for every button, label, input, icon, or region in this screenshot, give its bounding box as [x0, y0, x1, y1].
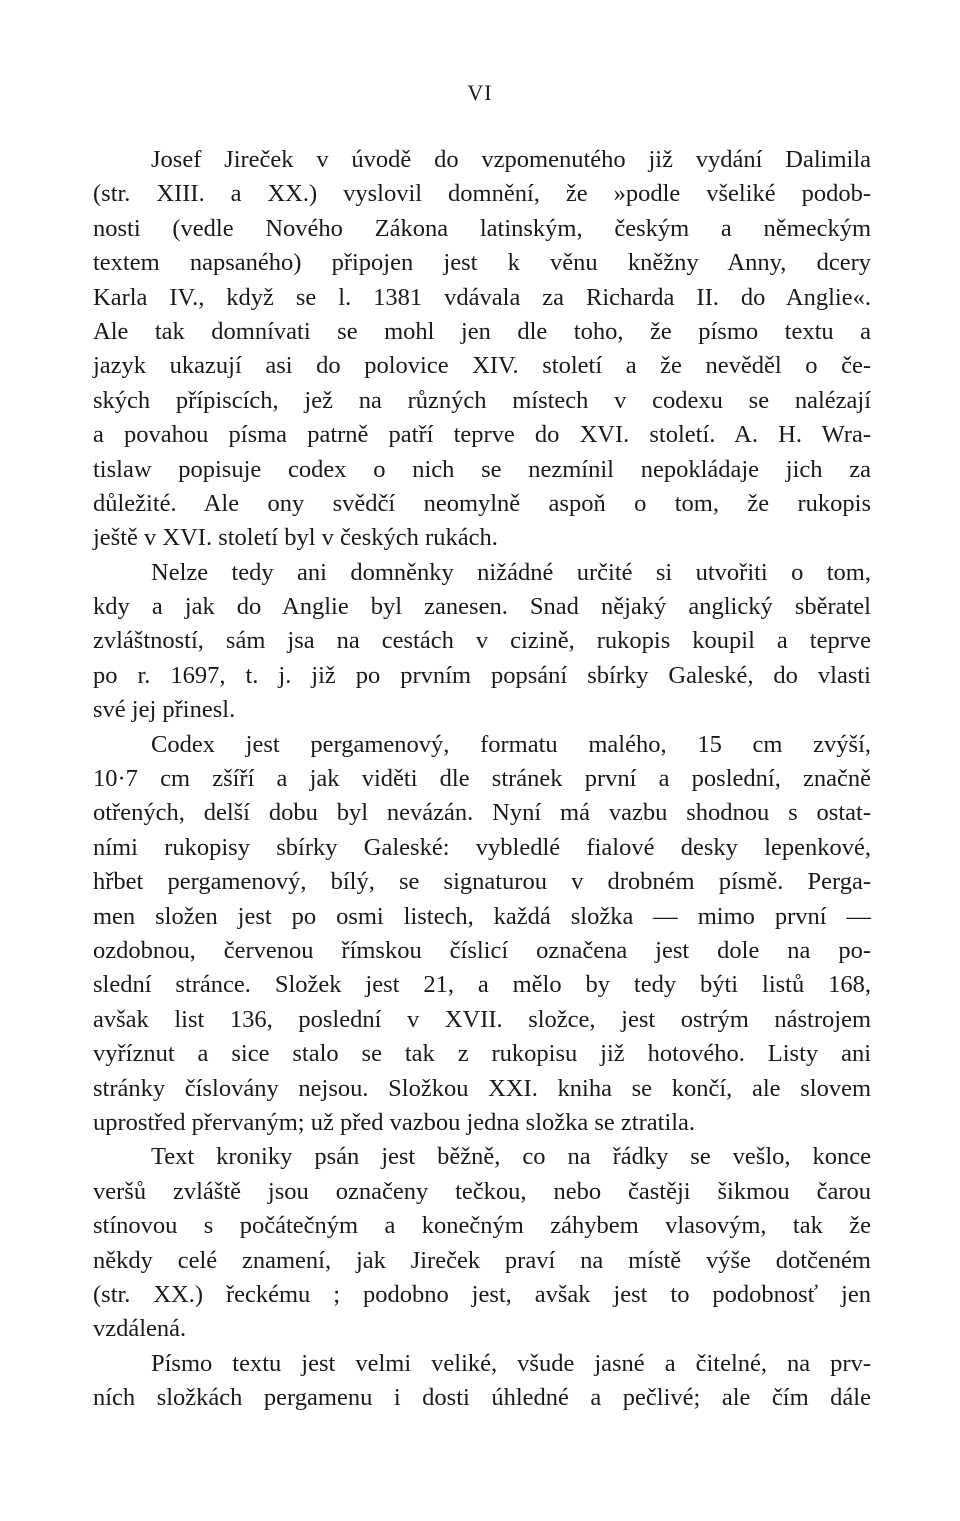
text-line: ských přípiscích, jež na různých místech v codexu se nalézají [93, 386, 871, 414]
paragraph [93, 1347, 871, 1416]
text-line: ních složkách pergamenu i dosti úhledné a pečlivé; ale čím dále [93, 1384, 871, 1412]
text-line: avšak list 136, poslední v XVII. složce, jest ostrým nástrojem [93, 1005, 871, 1033]
text-line: své jej přinesl. [93, 696, 236, 724]
text-line: Codex jest pergamenový, formatu malého, 15 cm zvýší, [151, 730, 871, 758]
text-line: stínovou s počátečným a konečným záhybem vlasovým, tak že [93, 1212, 871, 1240]
text-line: hřbet pergamenový, bílý, se signaturou v drobném písmě. Perga- [93, 868, 871, 896]
text-line: 10·7 cm zšíří a jak viděti dle stránek první a poslední, značně [93, 765, 871, 793]
text-line: textem napsaného) připojen jest k věnu kněžny Anny, dcery [93, 249, 871, 277]
text-line: po r. 1697, t. j. již po prvním popsání sbírky Galeské, do vlasti [93, 661, 871, 689]
text-line: kdy a jak do Anglie byl zanesen. Snad nějaký anglický sběratel [93, 593, 871, 621]
text-line: veršů zvláště jsou označeny tečkou, nebo častěji šikmou čarou [93, 1177, 871, 1205]
text-line: otřených, delší dobu byl nevázán. Nyní má vazbu shodnou s ostat- [93, 799, 871, 827]
text-line: někdy celé znamení, jak Jireček praví na místě výše dotčeném [93, 1246, 871, 1274]
text-line: uprostřed přervaným; už před vazbou jedna složka se ztratila. [93, 1108, 696, 1136]
text-line: Josef Jireček v úvodě do vzpomenutého již vydání Dalimila [151, 146, 871, 173]
text-line: Písmo textu jest velmi veliké, všude jasné a čitelné, na prv- [151, 1349, 871, 1377]
text-line: men složen jest po osmi listech, každá složka — mimo první — [93, 902, 871, 930]
text-line: Nelze tedy ani domněnky nižádné určité si utvořiti o tom, [151, 558, 871, 586]
text-line: ozdobnou, červenou římskou číslicí označena jest dole na po- [93, 936, 871, 964]
page-number: VI [467, 80, 493, 105]
text-line: (str. XX.) řeckému ; podobno jest, avšak jest to podobnosť jen [93, 1280, 871, 1308]
text-line: stránky číslovány nejsou. Složkou XXI. kniha se končí, ale slovem [93, 1074, 871, 1102]
text-line: tislaw popisuje codex o nich se nezmínil nepokládaje jich za [93, 455, 871, 483]
paragraph [93, 143, 871, 556]
text-line: a povahou písma patrně patří teprve do XVI. století. A. H. Wra- [93, 421, 871, 449]
text-line: jazyk ukazují asi do polovice XIV. století a že nevěděl o če- [93, 352, 871, 380]
text-line: Karla IV., když se l. 1381 vdávala za Richarda II. do Anglie«. [93, 283, 871, 311]
text-line: slední stránce. Složek jest 21, a mělo by tedy býti listů 168, [93, 971, 871, 999]
text-line: zvláštností, sám jsa na cestách v cizině, rukopis koupil a teprve [93, 627, 871, 655]
text-line: nosti (vedle Nového Zákona latinským, českým a německým [93, 214, 871, 242]
body-text [93, 143, 871, 1415]
text-line: důležité. Ale ony svědčí neomylně aspoň o tom, že rukopis [93, 489, 871, 517]
text-line: ještě v XVI. století byl v českých rukách. [93, 524, 498, 552]
text-line: vyříznut a sice stalo se tak z rukopisu již hotového. Listy ani [93, 1040, 871, 1068]
paragraph [93, 728, 871, 1141]
text-line: Text kroniky psán jest běžně, co na řádky se vešlo, konce [151, 1143, 871, 1171]
text-line: Ale tak domnívati se mohl jen dle toho, že písmo textu a [93, 317, 871, 345]
paragraph [93, 1140, 871, 1346]
text-line: ními rukopisy sbírky Galeské: vybledlé fialové desky lepenkové, [93, 833, 871, 861]
paragraph [93, 556, 871, 728]
text-line: (str. XIII. a XX.) vyslovil domnění, že »podle všeliké podob- [93, 180, 871, 208]
text-line: vzdálená. [93, 1315, 187, 1343]
